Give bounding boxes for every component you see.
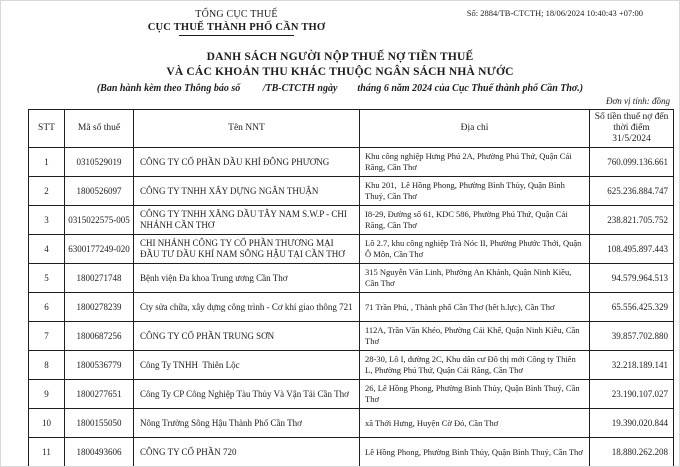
table-row: [29, 177, 674, 206]
cell-debt-amount: 23.190.107.027: [590, 380, 674, 409]
title-block: [1, 50, 679, 95]
cell-address: 26, Lê Hồng Phong, Phường Bình Thủy, Quận Bình Thuỷ, Cần Thơ: [360, 380, 590, 409]
cell-debt-amount: 65.556.425.329: [590, 293, 674, 322]
cell-address: Lô 2.7, khu công nghiệp Trà Nóc II, Phường Phước Thới, Quận Ô Môn, Cần Thơ: [360, 235, 590, 264]
currency-unit-note: Đơn vị tính: đồng: [605, 96, 670, 106]
cell-tax-id: 0310529019: [65, 148, 134, 177]
cell-stt: 2: [29, 177, 65, 206]
table-row: [29, 351, 674, 380]
cell-address: Lê Hồng Phong, Phường Bình Thủy, Quận Bình Thuỷ, Cần Thơ: [360, 438, 590, 467]
cell-debt-amount: 39.857.702.880: [590, 322, 674, 351]
cell-debt-amount: 108.495.897.443: [590, 235, 674, 264]
cell-address: I8-29, Đường số 61, KDC 586, Phường Phú Thứ, Quận Cái Răng, Cần Thơ: [360, 206, 590, 235]
table-body: [29, 148, 674, 467]
cell-taxpayer-name: Nông Trường Sông Hậu Thành Phố Cần Thơ: [134, 409, 360, 438]
cell-taxpayer-name: CÔNG TY TNHH XĂNG DẦU TÂY NAM S.W.P - CHI NHÁNH CẦN THƠ: [134, 206, 360, 235]
cell-address: Khu 201, Lê Hồng Phong, Phường Bình Thủy, Quận Bình Thuỷ, Cần Thơ: [360, 177, 590, 206]
cell-tax-id: 1800526097: [65, 177, 134, 206]
cell-stt: 4: [29, 235, 65, 264]
cell-taxpayer-name: Bệnh viện Đa khoa Trung ương Cần Thơ: [134, 264, 360, 293]
cell-taxpayer-name: Công Ty CP Công Nghiệp Tàu Thủy Và Vận Tải Cần Thơ: [134, 380, 360, 409]
cell-tax-id: 1800687256: [65, 322, 134, 351]
table-row: [29, 438, 674, 467]
tax-debtors-table: [28, 109, 674, 467]
col-header-taxpayer-name: Tên NNT: [134, 110, 360, 148]
org-underline-divider: [179, 35, 294, 36]
cell-taxpayer-name: CÔNG TY TNHH XÂY DỰNG NGÂN THUẬN: [134, 177, 360, 206]
cell-tax-id: 1800536779: [65, 351, 134, 380]
cell-debt-amount: 94.579.964.513: [590, 264, 674, 293]
cell-debt-amount: 625.236.884.747: [590, 177, 674, 206]
issuing-org-block: [134, 8, 339, 36]
table-header: [29, 110, 674, 148]
cell-stt: 8: [29, 351, 65, 380]
cell-debt-amount: 18.880.262.208: [590, 438, 674, 467]
cell-taxpayer-name: CÔNG TY CỔ PHẦN TRUNG SƠN: [134, 322, 360, 351]
col-header-debt-amount: Số tiền thuế nợ đến thời điểm 31/5/2024: [590, 110, 674, 148]
table-row: [29, 380, 674, 409]
table-row: [29, 293, 674, 322]
cell-taxpayer-name: Cty sửa chữa, xây dựng công trình - Cơ khí giao thông 721: [134, 293, 360, 322]
org-name: CỤC THUẾ THÀNH PHỐ CẦN THƠ: [147, 22, 326, 33]
cell-debt-amount: 760.099.136.661: [590, 148, 674, 177]
cell-stt: 9: [29, 380, 65, 409]
table-header-row: [29, 110, 674, 148]
cell-address: 28-30, Lô I, đường 2C, Khu dân cư Đô thị mới Công ty Thiên L, Phường Phú Thứ, Quận Cái Răng, Cần Thơ: [360, 351, 590, 380]
cell-taxpayer-name: CHI NHÁNH CÔNG TY CỔ PHẦN THƯƠNG MẠI ĐẦU TƯ DẦU KHÍ NAM SÔNG HẬU TẠI CẦN THƠ: [134, 235, 360, 264]
cell-address: xã Thới Hưng, Huyện Cờ Đỏ, Cần Thơ: [360, 409, 590, 438]
cell-taxpayer-name: Công Ty TNHH Thiên Lộc: [134, 351, 360, 380]
cell-taxpayer-name: CÔNG TY CỔ PHẦN 720: [134, 438, 360, 467]
table-row: [29, 235, 674, 264]
cell-tax-id: 6300177249-020: [65, 235, 134, 264]
doc-title-line1: DANH SÁCH NGƯỜI NỘP THUẾ NỢ TIỀN THUẾ: [206, 51, 474, 63]
cell-stt: 10: [29, 409, 65, 438]
table-row: [29, 206, 674, 235]
cell-tax-id: 1800277651: [65, 380, 134, 409]
cell-debt-amount: 238.821.705.752: [590, 206, 674, 235]
cell-tax-id: 1800271748: [65, 264, 134, 293]
cell-taxpayer-name: CÔNG TY CỔ PHẦN DẦU KHÍ ĐÔNG PHƯƠNG: [134, 148, 360, 177]
cell-stt: 6: [29, 293, 65, 322]
cell-debt-amount: 32.218.189.141: [590, 351, 674, 380]
cell-tax-id: 1800278239: [65, 293, 134, 322]
cell-stt: 3: [29, 206, 65, 235]
org-parent-name: TỔNG CỤC THUẾ: [195, 9, 278, 20]
cell-address: 71 Trần Phú, , Thành phố Cần Thơ (hết h.lực), Cần Thơ: [360, 293, 590, 322]
cell-tax-id: 1800493606: [65, 438, 134, 467]
doc-title-line2: VÀ CÁC KHOẢN THU KHÁC THUỘC NGÂN SÁCH NHÀ NƯỚC: [166, 66, 514, 78]
col-header-stt: STT: [29, 110, 65, 148]
cell-debt-amount: 19.390.020.844: [590, 409, 674, 438]
doc-number-timestamp: Số: 2884/TB-CTCTH; 18/06/2024 10:40:43 +07:00: [466, 8, 643, 18]
doc-subtitle: (Ban hành kèm theo Thông báo số /TB-CTCTH ngày tháng 6 năm 2024 của Cục Thuế thành phố Cần Thơ.): [96, 83, 584, 94]
cell-address: Khu công nghiệp Hưng Phú 2A, Phường Phú Thứ, Quận Cái Răng, Cần Thơ: [360, 148, 590, 177]
cell-address: 315 Nguyễn Văn Linh, Phường An Khánh, Quận Ninh Kiều, Cần Thơ: [360, 264, 590, 293]
cell-tax-id: 1800155050: [65, 409, 134, 438]
table-row: [29, 148, 674, 177]
cell-stt: 7: [29, 322, 65, 351]
table-row: [29, 264, 674, 293]
cell-tax-id: 0315022575-005: [65, 206, 134, 235]
table-row: [29, 409, 674, 438]
table-row: [29, 322, 674, 351]
cell-stt: 11: [29, 438, 65, 467]
cell-stt: 5: [29, 264, 65, 293]
cell-stt: 1: [29, 148, 65, 177]
col-header-address: Địa chỉ: [360, 110, 590, 148]
cell-address: 112A, Trần Văn Khéo, Phường Cái Khế, Quận Ninh Kiều, Cần Thơ: [360, 322, 590, 351]
col-header-tax-id: Mã số thuế: [65, 110, 134, 148]
